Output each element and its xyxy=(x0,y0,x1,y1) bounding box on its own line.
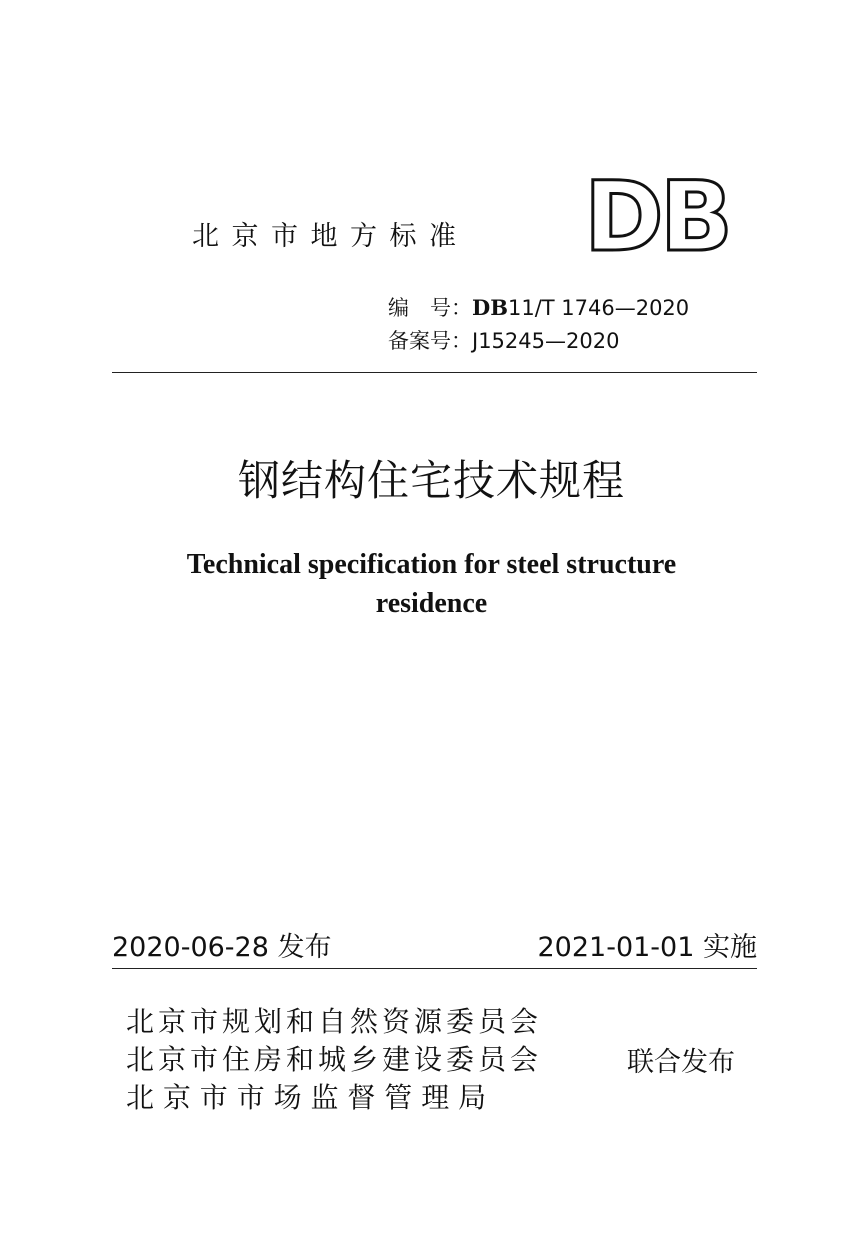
db-logo xyxy=(584,176,734,254)
issue-date: 2020-06-28 发布 xyxy=(112,932,332,963)
title-chinese: 钢结构住宅技术规程 xyxy=(237,456,625,505)
svg-text:DB: DB xyxy=(584,176,729,254)
joint-release-label: 联合发布 xyxy=(627,1047,735,1078)
bottom-divider xyxy=(112,968,757,969)
implement-date: 2021-01-01 实施 xyxy=(537,932,757,963)
standard-code-prefix: DB xyxy=(472,295,508,320)
record-number xyxy=(388,325,619,355)
publisher-2: 北京市住房和城乡建设委员会 xyxy=(126,1043,543,1076)
standard-code-value: 11/T 1746—2020 xyxy=(507,296,690,320)
publisher-1: 北京市规划和自然资源委员会 xyxy=(126,1005,543,1038)
standard-code xyxy=(388,292,689,322)
top-divider xyxy=(112,372,757,373)
title-english-line1: Technical specification for steel structure xyxy=(186,549,677,580)
standard-code-label: 编 号： xyxy=(388,296,472,320)
record-number-value: J15245—2020 xyxy=(472,329,620,353)
standard-category: 北京市地方标准 xyxy=(192,221,469,252)
record-number-label: 备案号： xyxy=(388,329,472,353)
publisher-3: 北 京 市 市 场 监 督 管 理 局 xyxy=(126,1081,487,1114)
title-english-line2: residence xyxy=(375,588,488,619)
